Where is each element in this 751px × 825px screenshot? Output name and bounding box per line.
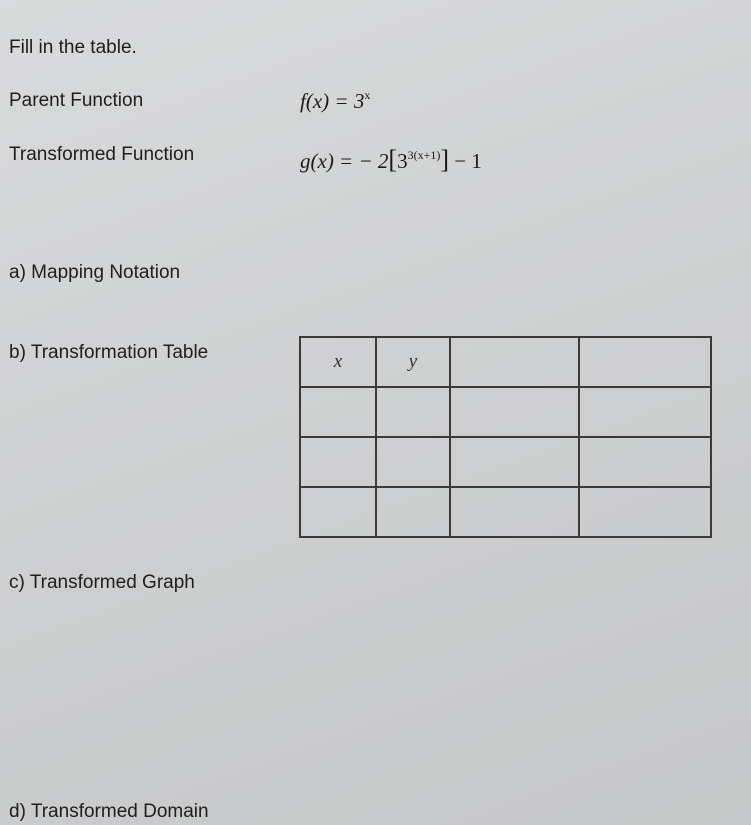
parent-function-label: Parent Function bbox=[9, 90, 144, 111]
transformed-function-formula bbox=[300, 145, 482, 175]
table-cell[interactable] bbox=[579, 387, 711, 437]
table-row bbox=[300, 487, 711, 537]
table-cell[interactable] bbox=[579, 437, 711, 487]
table-header-cell[interactable]: x bbox=[300, 337, 376, 387]
transformed-function-label: Transformed Function bbox=[9, 144, 195, 165]
table-header-cell[interactable] bbox=[450, 337, 579, 387]
table-cell[interactable] bbox=[376, 387, 450, 437]
right-bracket: ] bbox=[440, 145, 450, 174]
parent-formula-lhs: f(x) = 3 bbox=[300, 89, 365, 113]
parent-function-formula bbox=[300, 88, 370, 114]
transformed-formula-tail: − 1 bbox=[454, 149, 482, 173]
table-cell[interactable] bbox=[376, 487, 450, 537]
table-header-cell[interactable]: y bbox=[376, 337, 450, 387]
instruction-text: Fill in the table. bbox=[9, 37, 137, 58]
table-cell[interactable] bbox=[579, 487, 711, 537]
table-cell[interactable] bbox=[300, 387, 376, 437]
left-bracket: [ bbox=[388, 145, 398, 174]
section-a-label: a) Mapping Notation bbox=[9, 262, 181, 283]
transformation-table bbox=[299, 336, 712, 538]
section-d-label: d) Transformed Domain bbox=[9, 801, 209, 822]
transformed-formula-exponent: 3(x+1) bbox=[407, 148, 441, 162]
section-b-label: b) Transformation Table bbox=[9, 342, 209, 363]
table-cell[interactable] bbox=[450, 387, 579, 437]
table-cell[interactable] bbox=[376, 437, 450, 487]
table-header-cell[interactable] bbox=[579, 337, 711, 387]
parent-formula-exponent: x bbox=[364, 88, 371, 102]
table-row bbox=[300, 387, 711, 437]
table-cell[interactable] bbox=[450, 437, 579, 487]
transformed-formula-base: 3 bbox=[397, 149, 408, 173]
table-cell[interactable] bbox=[300, 487, 376, 537]
table-header-row bbox=[300, 337, 711, 387]
table-cell[interactable] bbox=[300, 437, 376, 487]
section-c-label: c) Transformed Graph bbox=[9, 572, 195, 593]
transformed-formula-lhs: g(x) = − 2 bbox=[300, 149, 389, 173]
table-cell[interactable] bbox=[450, 487, 579, 537]
table-row bbox=[300, 437, 711, 487]
